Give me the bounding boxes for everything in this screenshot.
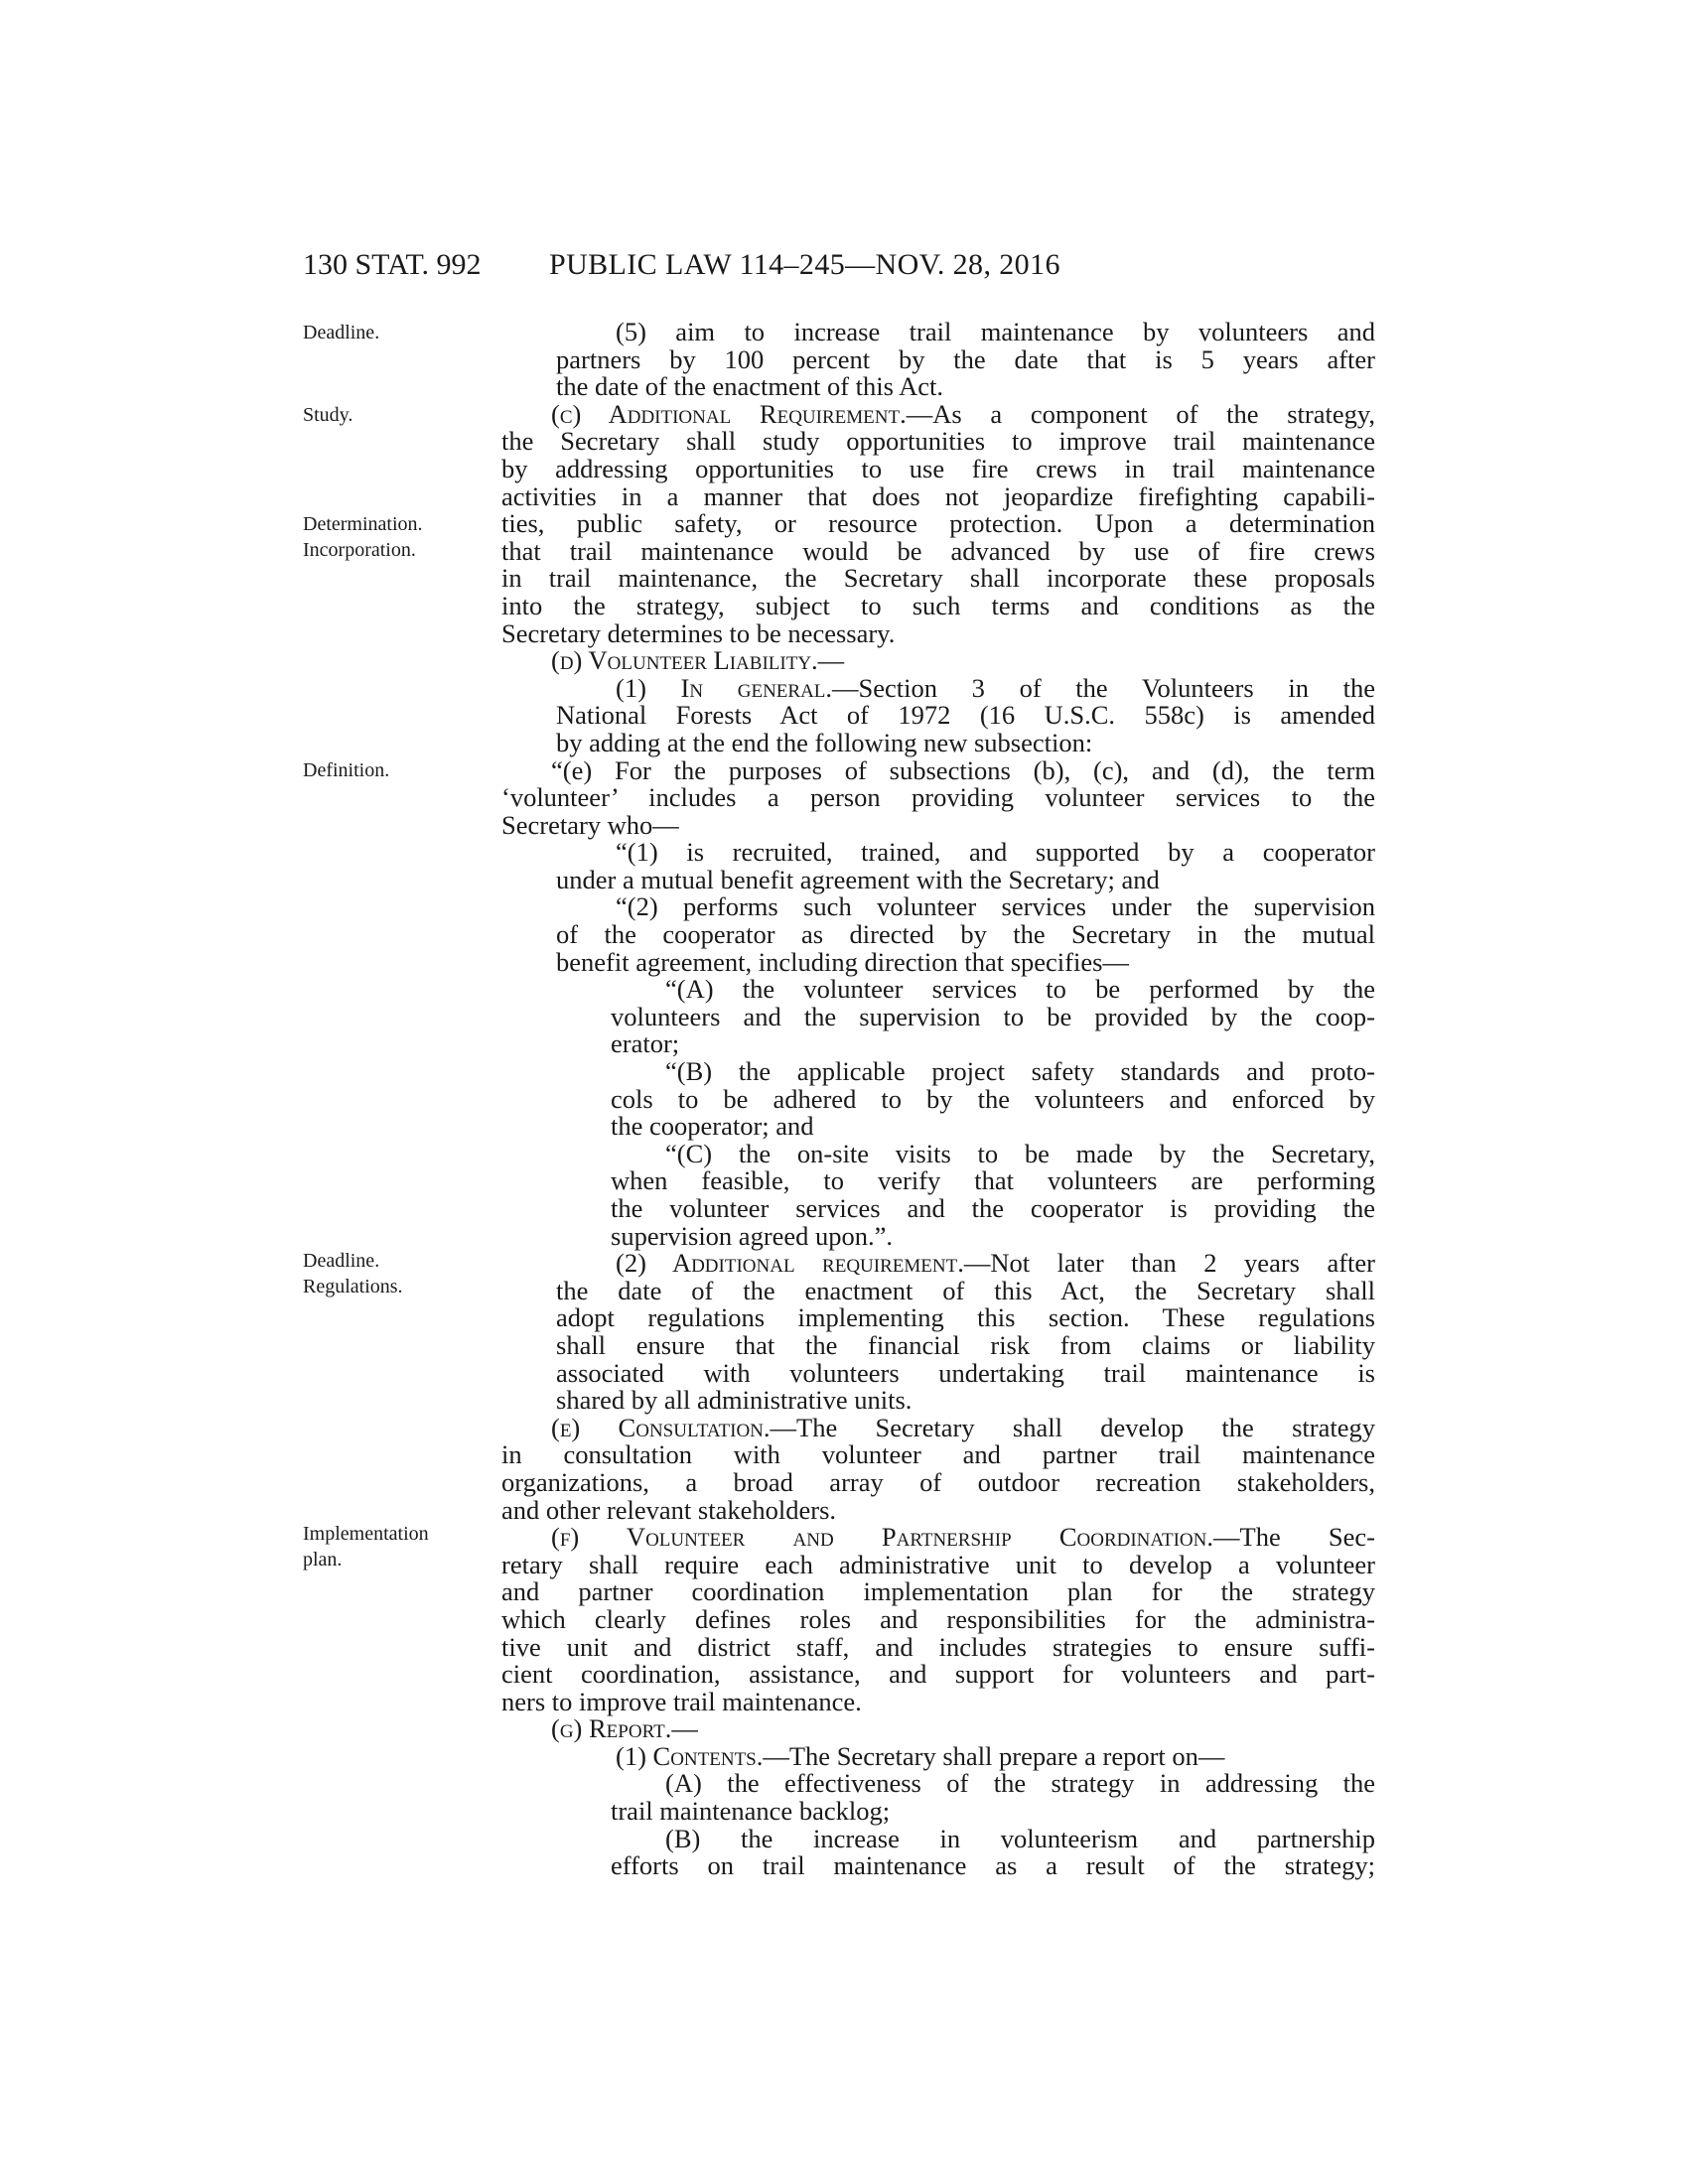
text-line: efforts on trail maintenance as a result of the strategy; bbox=[611, 1850, 1375, 1881]
text-line: “(B) the applicable project safety standards and proto- bbox=[665, 1056, 1375, 1087]
text-line: ‘volunteer’ includes a person providing volunteer services to the bbox=[501, 782, 1375, 813]
margin-note-deadline: Deadline. bbox=[303, 1250, 380, 1272]
text-line: in consultation with volunteer and partner trail maintenance bbox=[501, 1439, 1375, 1470]
text-line: (B) the increase in volunteerism and partnership bbox=[665, 1823, 1375, 1853]
text-line: Secretary who— bbox=[501, 809, 679, 840]
subsection-heading: (d) Volunteer Liability.— bbox=[551, 645, 845, 676]
text-line: National Forests Act of 1972 (16 U.S.C. 558c) is amended bbox=[556, 700, 1375, 731]
margin-note-regulations: Regulations. bbox=[303, 1276, 403, 1297]
subsection-heading: (c) Additional Requirement. bbox=[551, 398, 907, 429]
margin-note-determination: Determination. bbox=[303, 513, 423, 535]
text-run: —The Secretary shall develop the strategy bbox=[770, 1412, 1375, 1442]
quoted-subsection-e bbox=[501, 754, 1375, 1251]
text-line: the cooperator; and bbox=[611, 1111, 814, 1142]
paragraph-heading: (2) Additional requirement. bbox=[616, 1248, 964, 1279]
subsection-f bbox=[501, 1524, 1375, 1715]
text-line: “(1) is recruited, trained, and supported by a cooperator bbox=[616, 837, 1375, 868]
text-line: associated with volunteers undertaking trail maintenance is bbox=[556, 1357, 1375, 1388]
margin-note-plan: plan. bbox=[303, 1549, 343, 1570]
text-line: “(2) performs such volunteer services under the supervision bbox=[616, 891, 1375, 922]
subsection-g bbox=[501, 1715, 1375, 1880]
text-line: volunteers and the supervision to be provided by the coop- bbox=[611, 1001, 1375, 1031]
text-line: by adding at the end the following new subsection: bbox=[556, 727, 1093, 757]
text-line: trail maintenance backlog; bbox=[611, 1796, 891, 1827]
paragraph-heading: (1) In general. bbox=[616, 672, 833, 703]
text-line: which clearly defines roles and responsibilities for the administra- bbox=[501, 1603, 1375, 1634]
text-run: —The Sec- bbox=[1213, 1522, 1375, 1553]
text-line: cols to be adhered to by the volunteers and enforced by bbox=[611, 1083, 1375, 1114]
text-run: —Section 3 of the Volunteers in the bbox=[832, 672, 1375, 703]
subsection-heading: (e) Consultation. bbox=[551, 1412, 771, 1442]
margin-note-deadline: Deadline. bbox=[303, 322, 380, 343]
text-line: benefit agreement, including direction that specifies— bbox=[556, 946, 1129, 977]
paragraph-b5 bbox=[501, 319, 1375, 401]
text-line: supervision agreed upon.”. bbox=[611, 1220, 894, 1251]
text-line: partners by 100 percent by the date that is 5 years after bbox=[556, 343, 1375, 374]
subsection-e bbox=[501, 1412, 1375, 1525]
text-line: and other relevant stakeholders. bbox=[501, 1494, 837, 1525]
text-line: activities in a manner that does not jeopardize firefighting capabili- bbox=[501, 480, 1375, 511]
text-line bbox=[501, 1524, 1375, 1552]
text-line: Secretary determines to be necessary. bbox=[501, 617, 896, 648]
text-line: the volunteer services and the cooperator is providing the bbox=[611, 1193, 1375, 1223]
subsection-d bbox=[501, 647, 1375, 756]
margin-note-implementation: Implementation bbox=[303, 1523, 429, 1545]
margin-note-incorporation: Incorporation. bbox=[303, 539, 416, 561]
text-line: by addressing opportunities to use fire crews in trail maintenance bbox=[501, 453, 1375, 483]
text-line: ners to improve trail maintenance. bbox=[501, 1686, 862, 1716]
text-line: ties, public safety, or resource protection. Upon a determination bbox=[501, 508, 1375, 539]
text-line: under a mutual benefit agreement with the Secretary; and bbox=[556, 864, 1160, 894]
page-reference: 130 STAT. 992 bbox=[303, 248, 482, 281]
text-line: organizations, a broad array of outdoor recreation stakeholders, bbox=[501, 1466, 1375, 1497]
subsection-c bbox=[501, 398, 1375, 648]
text-line: shared by all administrative units. bbox=[556, 1385, 913, 1416]
text-line: tive unit and district staff, and includes strategies to ensure suffi- bbox=[501, 1631, 1375, 1662]
paragraph-heading: (1) Contents. bbox=[616, 1740, 764, 1771]
text-line: and partner coordination implementation plan for the strategy bbox=[501, 1576, 1375, 1607]
text-line: when feasible, to verify that volunteers are performing bbox=[611, 1165, 1375, 1196]
text-run: —The Secretary shall prepare a report on— bbox=[763, 1740, 1225, 1771]
page-header bbox=[0, 248, 1688, 288]
text-run: —Not later than 2 years after bbox=[963, 1248, 1376, 1279]
text-line: the date of the enactment of this Act. bbox=[556, 371, 944, 402]
paragraph-d2 bbox=[501, 1250, 1375, 1415]
subsection-heading: (g) Report.— bbox=[551, 1713, 698, 1744]
text-line bbox=[501, 672, 1375, 703]
text-line bbox=[501, 1250, 1375, 1278]
text-line: retary shall require each administrative unit to develop a volunteer bbox=[501, 1549, 1375, 1579]
subsection-heading: (f) Volunteer and Partnership Coordination. bbox=[551, 1522, 1214, 1553]
text-line: that trail maintenance would be advanced by use of fire crews bbox=[501, 535, 1375, 566]
text-line: adopt regulations implementing this section. These regulations bbox=[556, 1302, 1375, 1333]
text-line: into the strategy, subject to such terms and conditions as the bbox=[501, 590, 1375, 620]
text-line: “(e) For the purposes of subsections (b), (c), and (d), the term bbox=[551, 754, 1375, 785]
text-line bbox=[501, 1740, 1375, 1771]
statute-body bbox=[501, 319, 1375, 1880]
text-run: —As a component of the strategy, bbox=[906, 398, 1375, 429]
text-line: erator; bbox=[611, 1028, 680, 1059]
text-line: (5) aim to increase trail maintenance by volunteers and bbox=[616, 317, 1375, 346]
running-title: PUBLIC LAW 114–245—NOV. 28, 2016 bbox=[549, 248, 1060, 281]
text-line: “(A) the volunteer services to be performed by the bbox=[665, 974, 1375, 1005]
text-line: in trail maintenance, the Secretary shall incorporate these proposals bbox=[501, 563, 1375, 594]
text-line: of the cooperator as directed by the Secretary in the mutual bbox=[556, 919, 1375, 950]
text-line: the date of the enactment of this Act, the Secretary shall bbox=[556, 1275, 1375, 1305]
margin-note-definition: Definition. bbox=[303, 759, 390, 781]
text-line: cient coordination, assistance, and support for volunteers and part- bbox=[501, 1659, 1375, 1690]
text-line bbox=[501, 398, 1375, 429]
text-line: the Secretary shall study opportunities to improve trail maintenance bbox=[501, 426, 1375, 457]
margin-note-study: Study. bbox=[303, 404, 353, 426]
text-line: “(C) the on-site visits to be made by the Secretary, bbox=[665, 1138, 1375, 1168]
text-line bbox=[501, 1412, 1375, 1442]
text-line: shall ensure that the financial risk from claims or liability bbox=[556, 1329, 1375, 1360]
text-line: (A) the effectiveness of the strategy in addressing the bbox=[665, 1768, 1375, 1799]
